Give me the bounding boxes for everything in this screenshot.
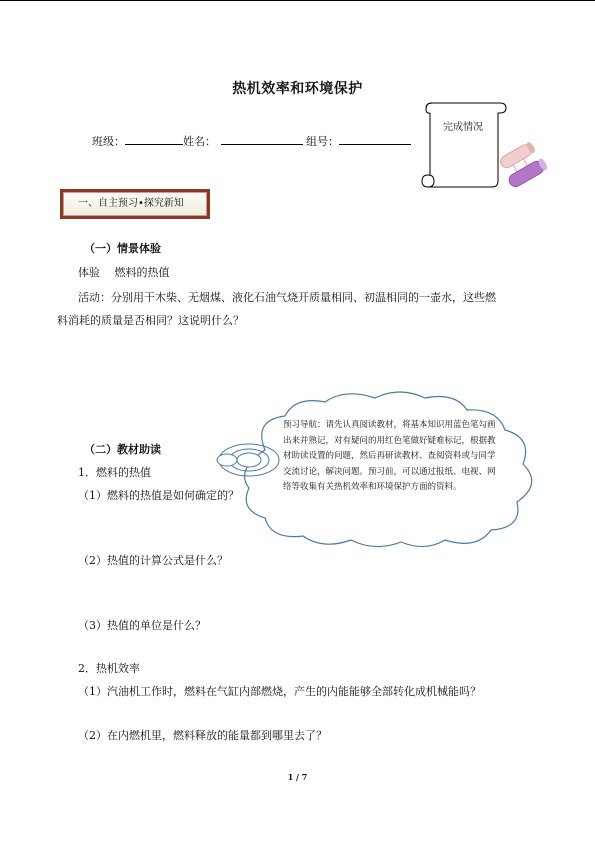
completion-label: 完成情况 — [443, 122, 483, 133]
student-info-line — [92, 133, 411, 149]
question-2: （2）热值的计算公式是什么？ — [78, 554, 228, 567]
activity-line2: 料消耗的质量是否相同？这说明什么？ — [57, 314, 244, 327]
name-label: 姓名： — [183, 135, 216, 148]
question-3: （3）热值的单位是什么？ — [78, 619, 206, 632]
page-title: 热机效率和环境保护 — [232, 81, 363, 97]
top-rule — [0, 0, 595, 1]
group-blank[interactable] — [339, 134, 411, 145]
section-banner-label: 一、自主预习•探究新知 — [63, 192, 207, 216]
page-number: 1 / 7 — [287, 772, 308, 782]
question-1: （1）燃料的热值是如何确定的？ — [78, 489, 239, 502]
preview-guide-note: 预习导航：请先认真阅读教材，将基本知识用蓝色笔勾画出来并熟记，对有疑问的用红色笔做好疑难标记，根据教材助读设置的问题，然后再研读教材、查阅资料或与同学交流讨论，解决问题。预习前，可以通过报纸、电视、网络等收集有关热机效率和环境保护方面的资料。 — [283, 420, 496, 492]
experience-line: 体验 燃料的热值 — [78, 266, 170, 279]
class-label: 班级： — [92, 135, 125, 148]
name-blank[interactable] — [221, 134, 303, 145]
question-5: （2）在内燃机里，燃料释放的能量都到哪里去了？ — [78, 729, 327, 742]
activity-line1: 活动：分别用干木柴、无烟煤、液化石油气烧开质量相同、初温相同的一壶水，这些燃 — [78, 291, 496, 304]
section-banner — [60, 189, 210, 219]
item-engine-efficiency: 2．热机效率 — [78, 662, 140, 675]
item-fuel-heat-value: 1．燃料的热值 — [78, 466, 151, 479]
section2-heading: （二）教材助读 — [84, 443, 161, 456]
group-label: 组号： — [306, 135, 339, 148]
section1-heading: （一）情景体验 — [84, 242, 161, 255]
question-4: （1）汽油机工作时，燃料在气缸内部燃烧，产生的内能能够全部转化成机械能吗？ — [78, 685, 481, 698]
class-blank[interactable] — [125, 134, 183, 145]
scroll-roll-icon — [495, 138, 551, 194]
